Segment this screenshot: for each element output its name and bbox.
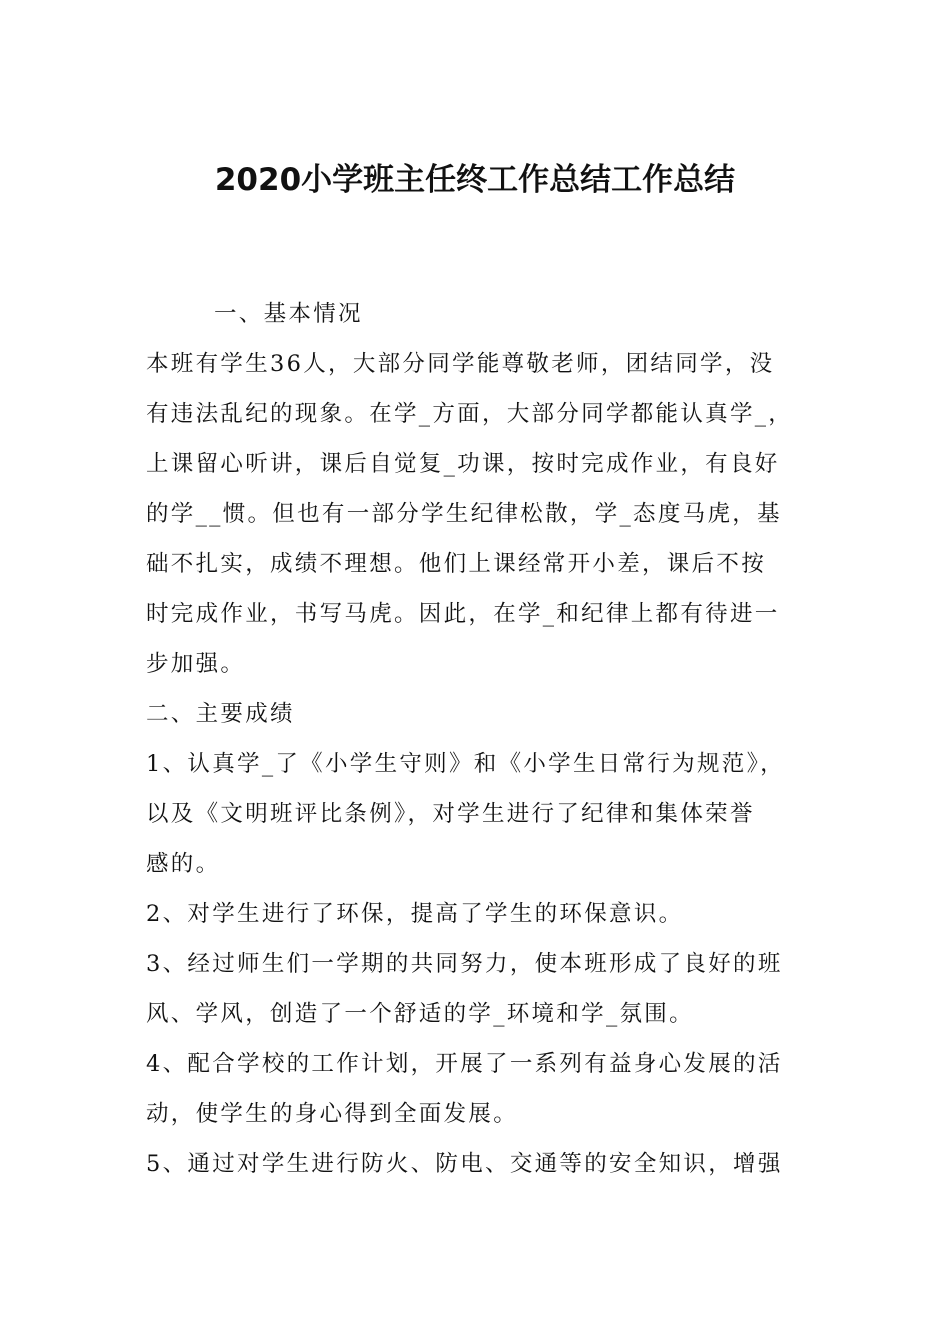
- list-item-line: 5、通过对学生进行防火、防电、交通等的安全知识，增强: [146, 1151, 783, 1177]
- paragraph-line: 有违法乱纪的现象。在学_方面，大部分同学都能认真学_，: [146, 401, 794, 427]
- list-item-line: 风、学风，创造了一个舒适的学_环境和学_氛围。: [146, 1001, 694, 1027]
- paragraph-line: 本班有学生36人，大部分同学能尊敬老师，团结同学，没: [146, 351, 775, 377]
- list-item-line: 2、对学生进行了环保，提高了学生的环保意识。: [146, 901, 684, 927]
- document-body: [146, 289, 818, 1189]
- paragraph-line: 的学__惯。但也有一部分学生纪律松散，学_态度马虎，基: [146, 501, 782, 527]
- paragraph-line: 上课留心听讲，课后自觉复_功课，按时完成作业，有良好: [146, 451, 780, 477]
- section-heading-basic-situation: 一、基本情况: [214, 301, 363, 327]
- list-item-line: 感的。: [146, 851, 221, 877]
- list-item-line: 3、经过师生们一学期的共同努力，使本班形成了良好的班: [146, 951, 783, 977]
- document-title: 2020小学班主任终工作总结工作总结: [214, 162, 736, 198]
- paragraph-line: 础不扎实，成绩不理想。他们上课经常开小差，课后不按: [146, 551, 767, 577]
- list-item-line: 1、认真学_了《小学生守则》和《小学生日常行为规范》，: [146, 751, 785, 777]
- paragraph-line: 步加强。: [146, 651, 246, 677]
- list-item-line: 动，使学生的身心得到全面发展。: [146, 1101, 519, 1127]
- section-heading-main-achievements: 二、主要成绩: [146, 701, 295, 727]
- paragraph-line: 时完成作业，书写马虎。因此，在学_和纪律上都有待进一: [146, 601, 780, 627]
- list-item-line: 4、配合学校的工作计划，开展了一系列有益身心发展的活: [146, 1051, 783, 1077]
- list-item-line: 以及《文明班评比条例》，对学生进行了纪律和集体荣誉: [146, 801, 755, 827]
